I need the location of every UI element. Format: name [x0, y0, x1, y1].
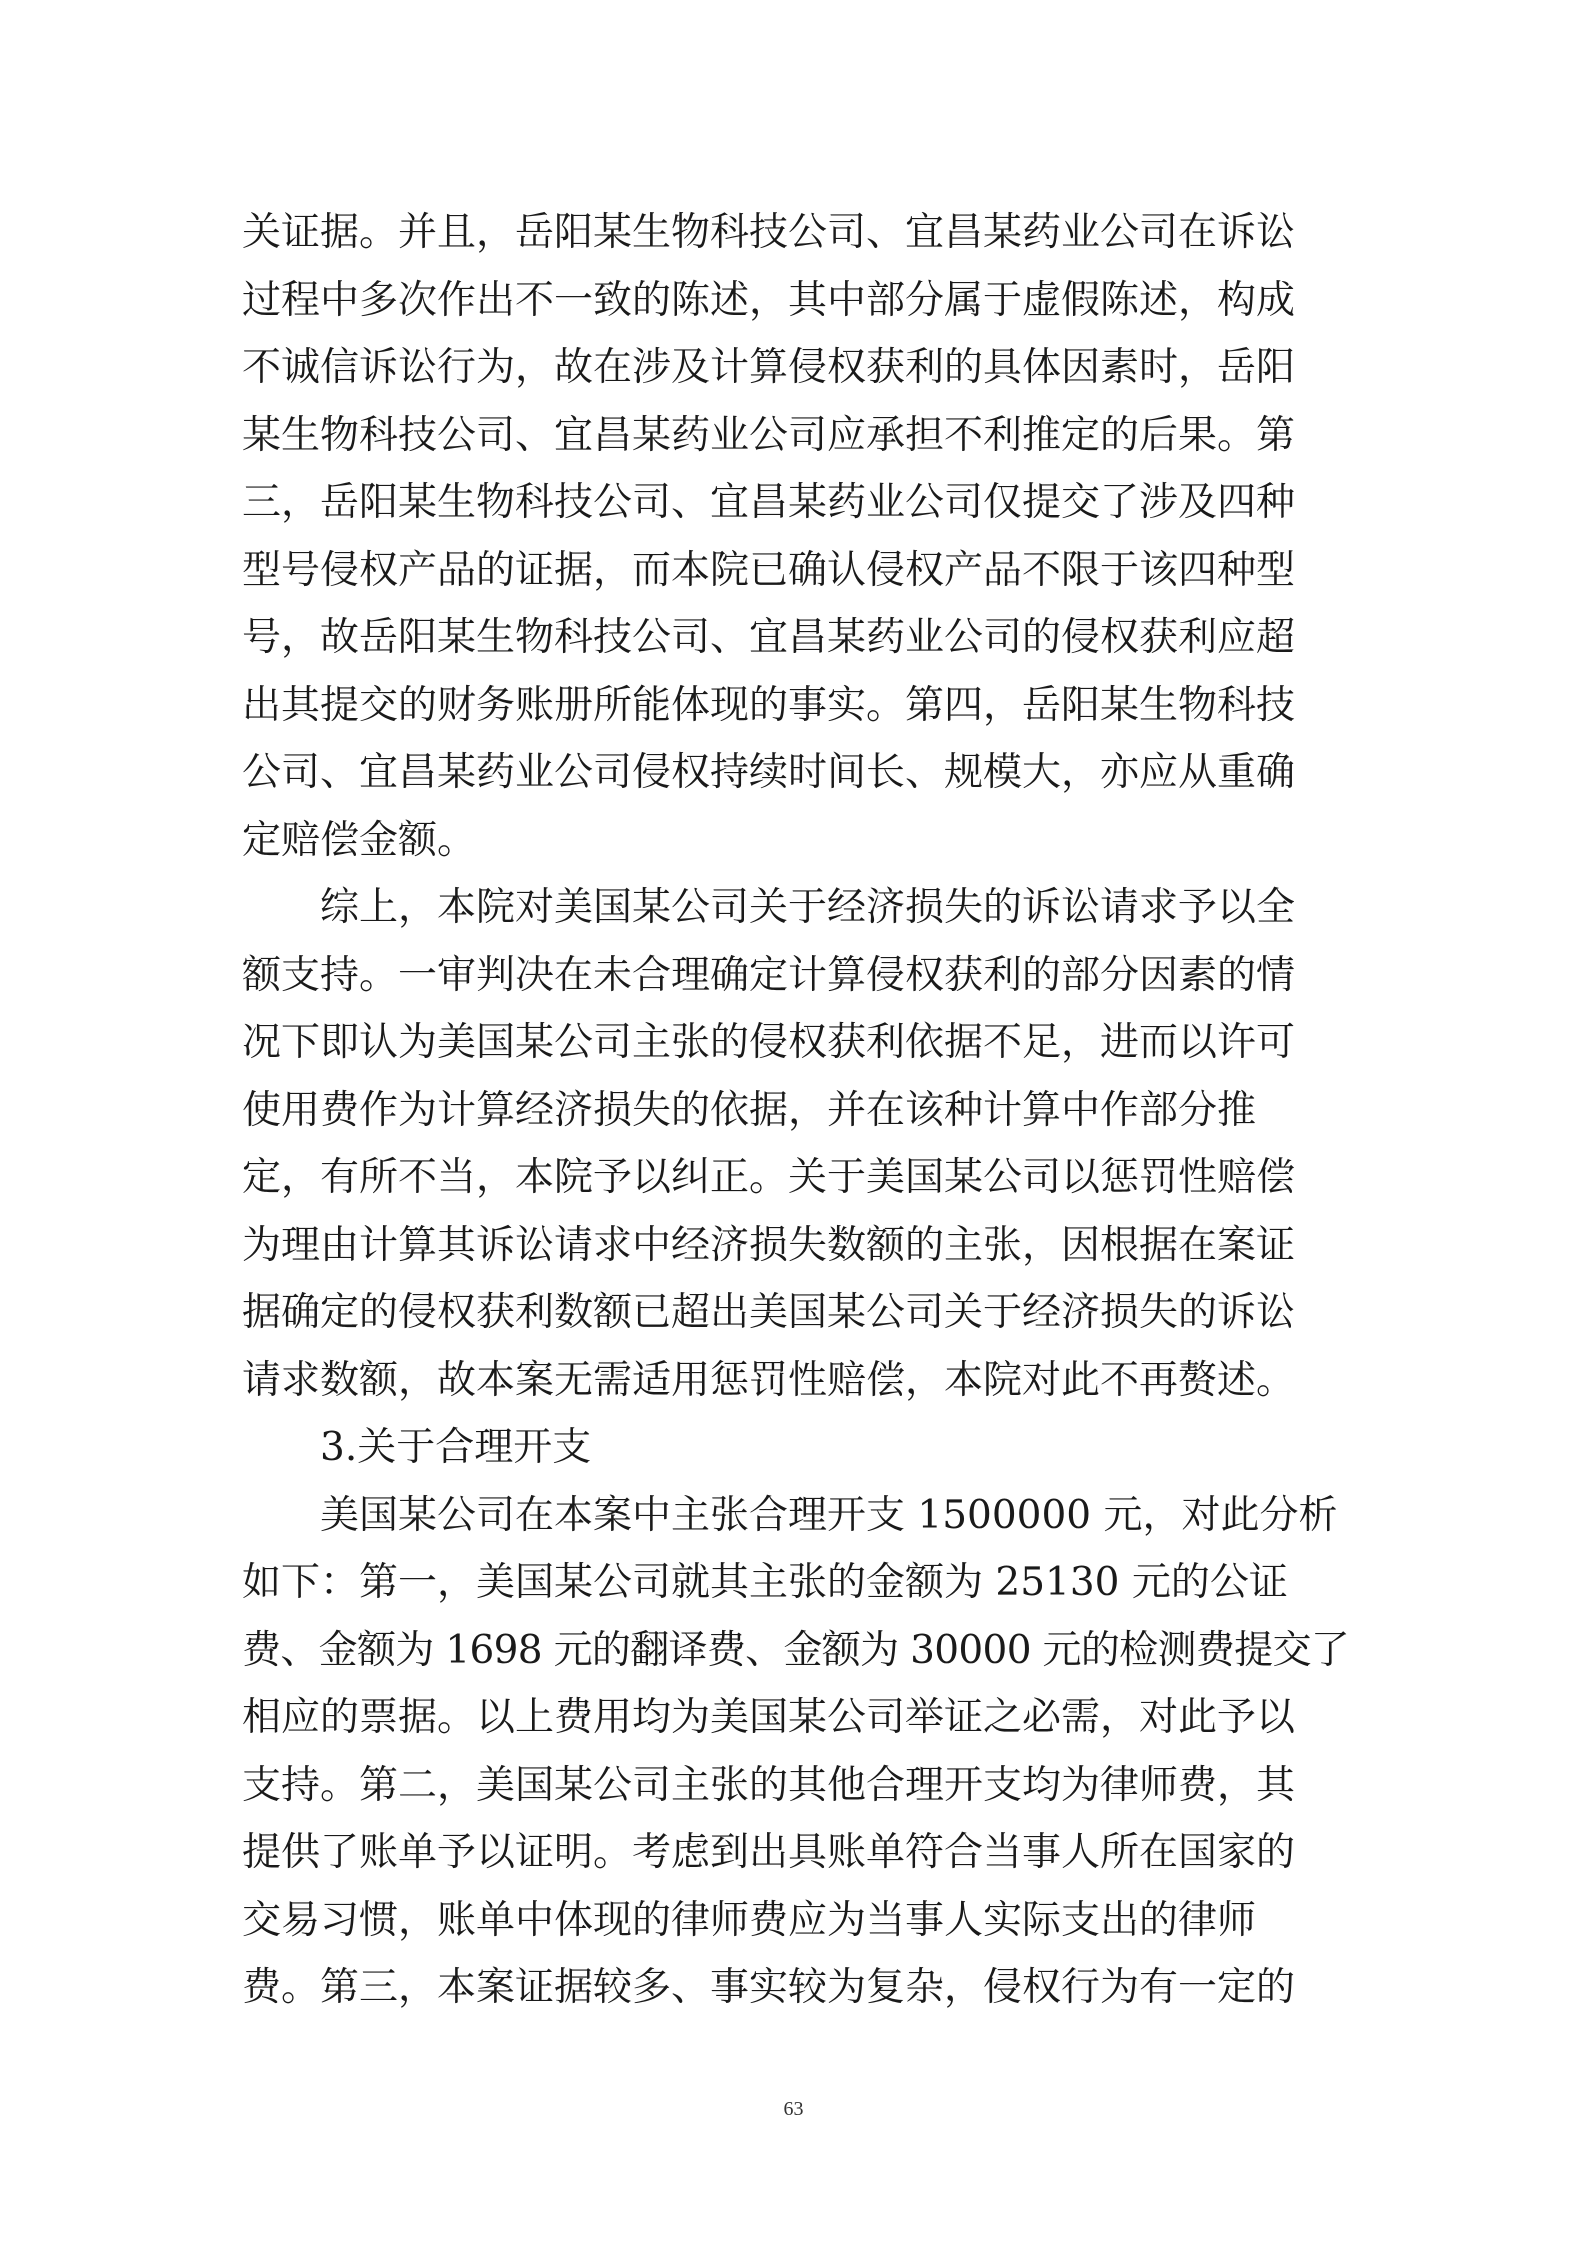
- text-line: 费。第三，本案证据较多、事实较为复杂，侵权行为有一定的: [242, 1965, 1296, 2010]
- text-line: 美国某公司在本案中主张合理开支 1500000 元，对此分析: [320, 1492, 1338, 1538]
- text-line: 为理由计算其诉讼请求中经济损失数额的主张，因根据在案证: [242, 1222, 1296, 1268]
- text-line: 关证据。并且，岳阳某生物科技公司、宜昌某药业公司在诉讼: [242, 210, 1296, 255]
- text-line: 三，岳阳某生物科技公司、宜昌某药业公司仅提交了涉及四种: [242, 480, 1296, 525]
- text-line: 提供了账单予以证明。考虑到出具账单符合当事人所在国家的: [242, 1830, 1296, 1875]
- text-line: 公司、宜昌某药业公司侵权持续时间长、规模大，亦应从重确: [242, 750, 1296, 795]
- body-text: [242, 199, 1350, 2022]
- text-line: 不诚信诉讼行为，故在涉及计算侵权获利的具体因素时，岳阳: [242, 345, 1296, 390]
- text-line: 交易习惯，账单中体现的律师费应为当事人实际支出的律师: [242, 1897, 1257, 1943]
- text-line: 相应的票据。以上费用均为美国某公司举证之必需，对此予以: [242, 1695, 1296, 1740]
- text-line: 定赔偿金额。: [242, 817, 477, 863]
- text-line: 某生物科技公司、宜昌某药业公司应承担不利推定的后果。第: [242, 412, 1296, 458]
- text-line: 况下即认为美国某公司主张的侵权获利依据不足，进而以许可: [242, 1020, 1296, 1065]
- text-line: 如下：第一，美国某公司就其主张的金额为 25130 元的公证: [242, 1560, 1288, 1605]
- text-line: 3.关于合理开支: [320, 1425, 592, 1470]
- text-line: 号，故岳阳某生物科技公司、宜昌某药业公司的侵权获利应超: [242, 615, 1296, 660]
- text-line: 型号侵权产品的证据，而本院已确认侵权产品不限于该四种型: [242, 547, 1296, 593]
- text-line: 出其提交的财务账册所能体现的事实。第四，岳阳某生物科技: [242, 682, 1296, 728]
- text-line: 过程中多次作出不一致的陈述，其中部分属于虚假陈述，构成: [242, 277, 1296, 323]
- text-line: 额支持。一审判决在未合理确定计算侵权获利的部分因素的情: [242, 952, 1296, 998]
- text-line: 综上，本院对美国某公司关于经济损失的诉讼请求予以全: [320, 885, 1296, 930]
- text-line: 使用费作为计算经济损失的依据，并在该种计算中作部分推: [242, 1087, 1257, 1133]
- text-line: 据确定的侵权获利数额已超出美国某公司关于经济损失的诉讼: [242, 1290, 1296, 1335]
- text-line: 费、金额为 1698 元的翻译费、金额为 30000 元的检测费提交了: [242, 1627, 1350, 1673]
- page-number: 63: [783, 2098, 804, 2120]
- text-line: 请求数额，故本案无需适用惩罚性赔偿，本院对此不再赘述。: [242, 1357, 1296, 1403]
- text-line: 定，有所不当，本院予以纠正。关于美国某公司以惩罚性赔偿: [242, 1155, 1296, 1200]
- text-line: 支持。第二，美国某公司主张的其他合理开支均为律师费，其: [242, 1762, 1296, 1808]
